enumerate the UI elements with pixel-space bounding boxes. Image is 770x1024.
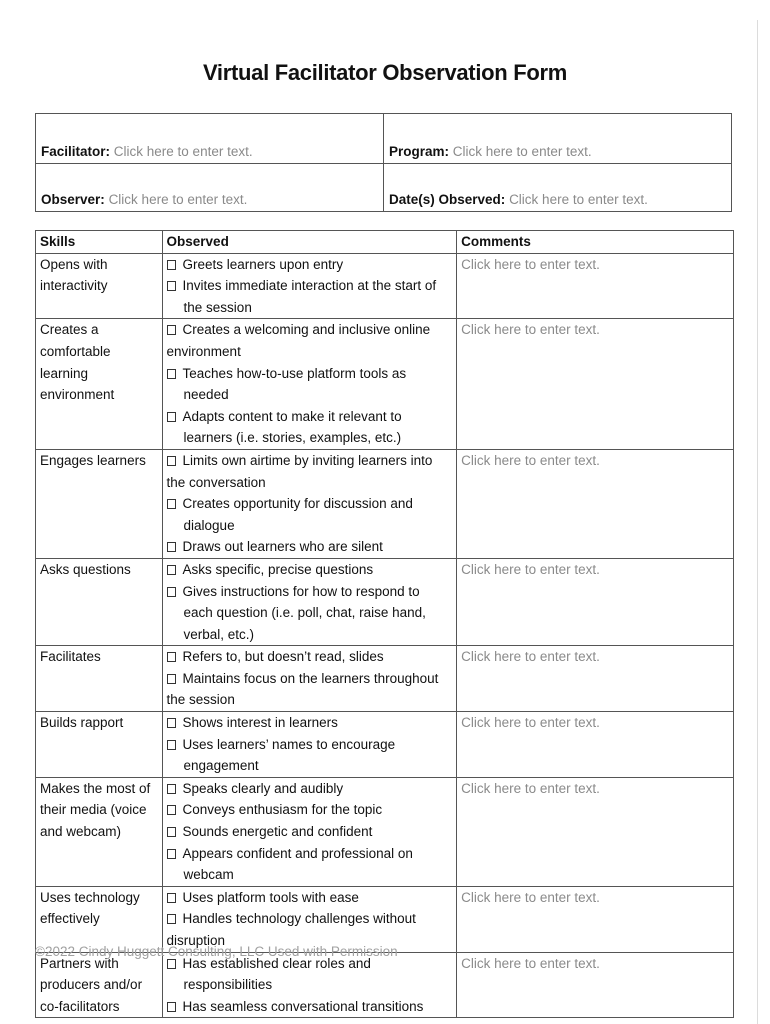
checkbox[interactable]: [167, 959, 176, 969]
checkbox[interactable]: [167, 412, 176, 422]
observed-item-label: Appears confident and professional on webcam: [182, 845, 413, 883]
program-field[interactable]: Click here to enter text.: [452, 144, 592, 159]
observed-item-label: Invites immediate interaction at the start of the session: [182, 278, 437, 315]
observed-item-label: Adapts content to make it relevant to learners (i.e. stories, examples, etc.): [182, 408, 402, 446]
checkbox[interactable]: [167, 1002, 176, 1012]
observed-item: [167, 799, 453, 821]
checkbox[interactable]: [167, 281, 176, 291]
observed-cell: [162, 777, 457, 886]
comments-cell: [457, 712, 734, 778]
comments-field[interactable]: Click here to enter text.: [461, 715, 600, 731]
observed-item-label: Limits own airtime by inviting learners into the conversation: [166, 452, 433, 490]
table-row: [36, 319, 734, 450]
observer-label: Observer:: [41, 192, 105, 207]
checkbox[interactable]: [167, 456, 176, 466]
checkbox[interactable]: [167, 260, 176, 270]
observed-cell: [162, 319, 457, 450]
observed-item-label: Greets learners upon entry: [182, 256, 344, 272]
observed-item: [167, 843, 453, 886]
skill-cell: Uses technology effectively: [36, 886, 163, 952]
observed-item-label: Has established clear roles and responsibilities: [182, 955, 371, 993]
observation-table: [35, 230, 734, 1018]
observed-item-label: Draws out learners who are silent: [182, 539, 383, 555]
observed-item-label: Conveys enthusiasm for the topic: [182, 802, 383, 818]
observer-field[interactable]: Click here to enter text.: [108, 192, 248, 207]
observed-item: [167, 821, 453, 843]
comments-cell: [457, 449, 734, 558]
comments-cell: [457, 253, 734, 319]
observed-item: [167, 646, 453, 668]
program-label: Program:: [389, 144, 450, 159]
observed-cell: [162, 952, 457, 1018]
program-cell: [384, 114, 732, 164]
header-skills: Skills: [36, 231, 163, 254]
observation-rows: [36, 253, 734, 1018]
facilitator-label: Facilitator:: [41, 144, 111, 159]
comments-field[interactable]: Click here to enter text.: [461, 955, 600, 971]
skill-cell: Opens with interactivity: [36, 253, 163, 319]
observed-item: [167, 734, 453, 777]
dates-observed-label: Date(s) Observed:: [389, 192, 506, 207]
observed-item: [167, 581, 453, 646]
observed-item-label: Has seamless conversational transitions: [182, 998, 424, 1014]
observed-item-label: Uses platform tools with ease: [182, 889, 359, 905]
observed-item-label: Uses learners’ names to encourage engagement: [182, 736, 396, 774]
table-row: [36, 449, 734, 558]
observed-item-label: Maintains focus on the learners throughout the session: [166, 670, 439, 708]
header-observed: Observed: [162, 231, 457, 254]
checkbox[interactable]: [167, 914, 176, 924]
observed-item-label: Handles technology challenges without disruption: [166, 911, 416, 948]
observed-cell: [162, 712, 457, 778]
observed-item: [167, 406, 453, 449]
comments-field[interactable]: Click here to enter text.: [461, 780, 600, 796]
observed-item: [167, 778, 453, 800]
checkbox[interactable]: [167, 849, 176, 859]
checkbox[interactable]: [167, 718, 176, 728]
table-row: [36, 886, 734, 952]
observed-item-label: Speaks clearly and audibly: [182, 780, 344, 796]
comments-field[interactable]: Click here to enter text.: [461, 322, 600, 338]
header-comments: Comments: [457, 231, 734, 254]
skill-cell: Facilitates: [36, 646, 163, 712]
skill-cell: Makes the most of their media (voice and webcam): [36, 777, 163, 886]
dates-observed-field[interactable]: Click here to enter text.: [509, 192, 648, 207]
checkbox[interactable]: [167, 652, 176, 662]
table-row: [36, 253, 734, 319]
comments-cell: [457, 319, 734, 450]
comments-cell: [457, 886, 734, 952]
observed-item: [167, 996, 453, 1018]
observed-item-label: Creates opportunity for discussion and dialogue: [182, 496, 413, 533]
comments-cell: [457, 558, 734, 645]
comments-cell: [457, 952, 734, 1018]
observed-item: [167, 450, 453, 493]
observed-item-label: Gives instructions for how to respond to each question (i.e. poll, chat, raise hand, verbal, etc.): [182, 583, 426, 642]
comments-field[interactable]: Click here to enter text.: [461, 889, 600, 905]
table-row: [36, 558, 734, 645]
checkbox[interactable]: [167, 565, 176, 575]
observed-item-label: Asks specific, precise questions: [182, 561, 374, 577]
observed-item: [167, 363, 453, 406]
observed-item: [167, 536, 453, 558]
table-row: [36, 712, 734, 778]
checkbox[interactable]: [167, 784, 176, 794]
comments-field[interactable]: Click here to enter text.: [461, 256, 600, 272]
form-title: Virtual Facilitator Observation Form: [202, 60, 568, 85]
comments-field[interactable]: Click here to enter text.: [461, 649, 600, 665]
info-table: [35, 113, 732, 212]
skill-cell: Engages learners: [36, 449, 163, 558]
skill-cell: Builds rapport: [36, 712, 163, 778]
observed-item-label: Creates a welcoming and inclusive online environment: [166, 322, 431, 359]
skill-cell: Asks questions: [36, 558, 163, 645]
table-row: [36, 777, 734, 886]
dates-cell: [384, 164, 732, 212]
comments-cell: [457, 646, 734, 712]
checkbox[interactable]: [167, 325, 176, 335]
checkbox[interactable]: [167, 499, 176, 509]
observed-item-label: Teaches how-to-use platform tools as needed: [182, 365, 407, 403]
observed-item-label: Shows interest in learners: [182, 715, 338, 731]
facilitator-cell: [36, 114, 384, 164]
observed-item-label: Sounds energetic and confident: [182, 824, 373, 840]
checkbox[interactable]: [167, 805, 176, 815]
observed-cell: [162, 253, 457, 319]
copyright-footer: ©2022 Cindy Huggett Consulting, LLC Used with Permission: [35, 944, 398, 959]
checkbox[interactable]: [167, 674, 176, 684]
observer-cell: [36, 164, 384, 212]
table-row: [36, 646, 734, 712]
checkbox[interactable]: [167, 369, 176, 379]
observed-item: [167, 275, 453, 318]
observed-item: [167, 493, 453, 536]
observed-item: [167, 712, 453, 734]
observed-cell: [162, 558, 457, 645]
header-row: [36, 231, 734, 254]
comments-cell: [457, 777, 734, 886]
checkbox[interactable]: [167, 587, 176, 597]
table-row: [36, 952, 734, 1018]
observed-cell: [162, 449, 457, 558]
observed-item: [167, 668, 453, 711]
skill-cell: Partners with producers and/or co-facilitators: [36, 952, 163, 1018]
skill-cell: Creates a comfortable learning environment: [36, 319, 163, 450]
checkbox[interactable]: [167, 740, 176, 750]
observed-item: [167, 559, 453, 581]
comments-field[interactable]: Click here to enter text.: [461, 561, 600, 577]
checkbox[interactable]: [167, 893, 176, 903]
checkbox[interactable]: [167, 542, 176, 552]
observed-item: [167, 953, 453, 996]
comments-field[interactable]: Click here to enter text.: [461, 452, 600, 468]
observed-item: [167, 319, 453, 362]
observed-item: [167, 887, 453, 909]
observed-item: [167, 254, 453, 276]
facilitator-field[interactable]: Click here to enter text.: [113, 144, 253, 159]
observed-cell: [162, 646, 457, 712]
observed-item-label: Refers to, but doesn’t read, slides: [182, 649, 384, 665]
observed-cell: [162, 886, 457, 952]
checkbox[interactable]: [167, 827, 176, 837]
